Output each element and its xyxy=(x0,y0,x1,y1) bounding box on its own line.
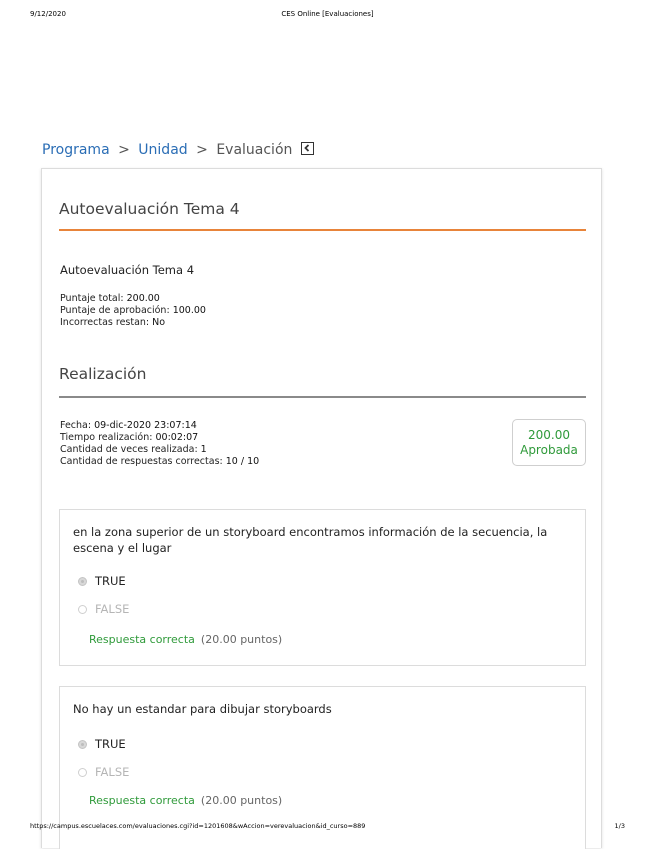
fecha: Fecha: 09-dic-2020 23:07:14 xyxy=(60,420,197,431)
answer-result xyxy=(89,794,282,807)
breadcrumb-separator: > xyxy=(196,142,208,158)
score-badge xyxy=(512,419,586,466)
result-label: Respuesta correcta xyxy=(89,794,195,807)
breadcrumb-programa-link[interactable]: Programa xyxy=(42,142,110,158)
option-true[interactable]: TRUE xyxy=(78,737,126,751)
option-true[interactable]: TRUE xyxy=(78,574,126,588)
question-card xyxy=(59,509,586,666)
score-value: 200.00 xyxy=(528,428,570,442)
result-points: (20.00 puntos) xyxy=(200,794,283,807)
back-arrow-box-icon[interactable] xyxy=(301,142,314,155)
print-date: 9/12/2020 xyxy=(30,10,66,18)
score-status: Aprobada xyxy=(520,443,578,457)
evaluation-card xyxy=(41,168,602,848)
evaluation-info xyxy=(60,293,206,329)
print-url: https://campus.escuelaces.com/evaluaciones.cgi?id=1201608&wAccion=verevaluacion&id_curso=889 xyxy=(30,822,366,830)
print-title: CES Online [Evaluaciones] xyxy=(281,10,374,18)
radio-selected-icon xyxy=(78,577,87,586)
option-false[interactable]: FALSE xyxy=(78,765,129,779)
incorrectas-restan: Incorrectas restan: No xyxy=(60,317,166,328)
puntaje-total: Puntaje total: 200.00 xyxy=(60,293,160,304)
result-label: Respuesta correcta xyxy=(89,633,195,646)
breadcrumb-separator: > xyxy=(118,142,130,158)
print-page-number: 1/3 xyxy=(614,822,625,830)
respuestas-correctas: Cantidad de respuestas correctas: 10 / 10 xyxy=(60,456,260,467)
realizacion-info xyxy=(60,420,259,468)
breadcrumb xyxy=(42,142,314,158)
question-text: No hay un estandar para dibujar storyboards xyxy=(73,702,332,716)
evaluation-heading: Autoevaluación Tema 4 xyxy=(59,200,240,218)
breadcrumb-unidad-link[interactable]: Unidad xyxy=(138,142,188,158)
realizacion-divider xyxy=(59,396,586,398)
realizacion-heading: Realización xyxy=(59,365,147,383)
radio-selected-icon xyxy=(78,740,87,749)
radio-unselected-icon xyxy=(78,768,87,777)
puntaje-aprobacion: Puntaje de aprobación: 100.00 xyxy=(60,305,206,316)
breadcrumb-current: Evaluación xyxy=(216,142,293,158)
radio-unselected-icon xyxy=(78,605,87,614)
heading-divider xyxy=(59,229,586,231)
veces-realizada: Cantidad de veces realizada: 1 xyxy=(60,444,207,455)
answer-result xyxy=(89,633,282,646)
tiempo-realizacion: Tiempo realización: 00:02:07 xyxy=(60,432,199,443)
question-text: en la zona superior de un storyboard encontramos información de la secuencia, la escena y el lugar xyxy=(73,525,548,555)
evaluation-name: Autoevaluación Tema 4 xyxy=(60,263,195,277)
option-false[interactable]: FALSE xyxy=(78,602,129,616)
result-points: (20.00 puntos) xyxy=(200,633,283,646)
